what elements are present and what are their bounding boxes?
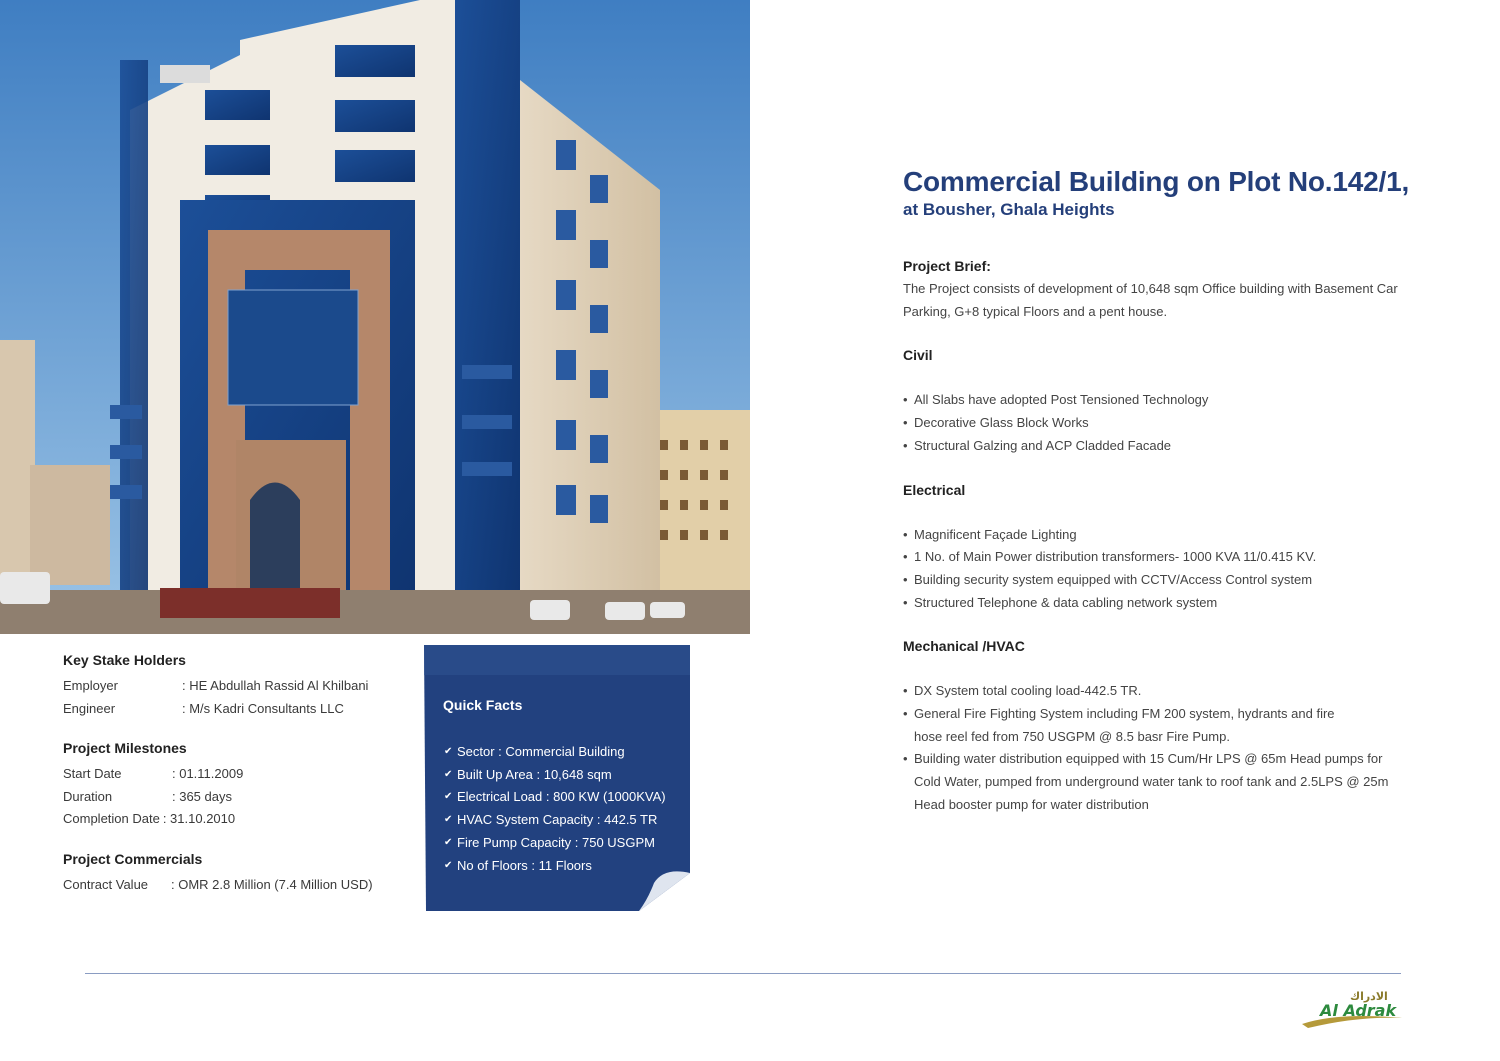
milestone-row: [63, 808, 413, 831]
quick-facts-list: [444, 741, 666, 877]
civil-list: [903, 389, 1463, 457]
quick-fact-text: Fire Pump Capacity : 750 USGPM: [457, 834, 655, 850]
project-info-block: [63, 652, 413, 916]
quick-fact-text: Electrical Load : 800 KW (1000KVA): [457, 789, 666, 805]
quick-fact-text: HVAC System Capacity : 442.5 TR: [457, 812, 658, 828]
quick-facts-card: [424, 645, 692, 913]
list-item: • Building water distribution equipped with 15 Cum/Hr LPS @ 65m Head pumps for Cold Water, pumped from underground water tank to roof tank and 2.5LPS @ 25m Head booster pump for water distribution: [903, 748, 1403, 816]
quick-fact-item: [444, 855, 666, 878]
list-item: • DX System total cooling load-442.5 TR.: [903, 680, 1403, 703]
checkmark-icon: ✔: [444, 814, 453, 826]
milestone-label: Completion Date: [63, 811, 160, 826]
quick-fact-text: Built Up Area : 10,648 sqm: [457, 766, 612, 782]
quick-facts-heading: Quick Facts: [443, 697, 523, 713]
stakeholder-value: : M/s Kadri Consultants LLC: [182, 700, 344, 716]
brief-text: The Project consists of development of 10,648 sqm Office building with Basement Car Parking, G+8 typical Floors and a pent house.: [903, 281, 1398, 319]
list-item: • All Slabs have adopted Post Tensioned Technology: [903, 389, 1463, 412]
brief-section: [903, 258, 1463, 323]
milestone-row: [63, 763, 413, 786]
milestone-label: Duration: [63, 788, 113, 804]
commercials-heading: Project Commercials: [63, 850, 203, 867]
list-item: • 1 No. of Main Power distribution transformers- 1000 KVA 11/0.415 KV.: [903, 546, 1463, 569]
commercials-section: [63, 851, 413, 897]
list-item: • Structural Galzing and ACP Cladded Facade: [903, 435, 1463, 458]
checkmark-icon: ✔: [444, 791, 453, 803]
list-item: • General Fire Fighting System including FM 200 system, hydrants and fire hose reel fed from 750 USGPM @ 8.5 basr Fire Pump.: [903, 703, 1348, 748]
civil-heading: Civil: [903, 347, 933, 364]
mechanical-heading: Mechanical /HVAC: [903, 638, 1025, 655]
list-item: • Building security system equipped with CCTV/Access Control system: [903, 569, 1463, 592]
milestones-section: [63, 740, 413, 831]
stakeholder-label: Employer: [63, 678, 118, 693]
milestones-heading: Project Milestones: [63, 740, 187, 756]
mechanical-list: [903, 680, 1403, 816]
stakeholder-label: Engineer: [63, 700, 116, 716]
milestone-value: : 01.11.2009: [172, 766, 244, 781]
mechanical-section: [903, 638, 1463, 816]
quick-fact-item: [444, 764, 666, 787]
electrical-heading: Electrical: [903, 481, 966, 498]
checkmark-icon: ✔: [444, 836, 453, 848]
checkmark-icon: ✔: [444, 746, 453, 757]
quick-fact-item: [444, 832, 666, 855]
page-title: Commercial Building on Plot No.142/1,: [903, 166, 1410, 197]
company-logo: [1298, 992, 1408, 1032]
logo-arabic-text: الادراك: [1350, 990, 1388, 1003]
milestone-row: [63, 786, 413, 809]
stakeholder-row: [63, 675, 413, 698]
quick-fact-text: Sector : Commercial Building: [457, 744, 625, 759]
building-photo: [0, 0, 750, 634]
commercial-row: [63, 874, 413, 897]
building-illustration: [0, 0, 750, 634]
list-item: • Structured Telephone & data cabling network system: [903, 592, 1463, 615]
commercial-label: Contract Value: [63, 876, 149, 892]
milestone-label: Start Date: [63, 766, 122, 781]
checkmark-icon: ✔: [444, 859, 453, 871]
electrical-section: [903, 482, 1463, 615]
electrical-list: [903, 524, 1463, 615]
quick-fact-item: [444, 809, 666, 832]
list-item: • Magnificent Façade Lighting: [903, 524, 1463, 547]
brief-heading: Project Brief:: [903, 258, 991, 274]
milestone-value: : 31.10.2010: [162, 811, 236, 826]
commercial-value: : OMR 2.8 Million (7.4 Million USD): [171, 876, 373, 892]
stakeholders-section: [63, 652, 413, 720]
quick-fact-item: [444, 786, 666, 809]
stakeholder-value: : HE Abdullah Rassid Al Khilbani: [182, 678, 369, 693]
quick-fact-item: [444, 741, 666, 764]
page-subtitle: at Bousher, Ghala Heights: [903, 200, 1115, 219]
list-item: • Decorative Glass Block Works: [903, 412, 1463, 435]
checkmark-icon: ✔: [444, 768, 453, 780]
stakeholder-row: [63, 698, 413, 721]
project-details-column: [903, 166, 1463, 817]
footer-divider: [85, 973, 1401, 974]
stakeholders-heading: Key Stake Holders: [63, 652, 186, 668]
quick-fact-text: No of Floors : 11 Floors: [457, 857, 592, 873]
logo-text: Al Adrak: [1320, 1001, 1397, 1020]
milestone-value: : 365 days: [172, 788, 232, 804]
civil-section: [903, 347, 1463, 457]
